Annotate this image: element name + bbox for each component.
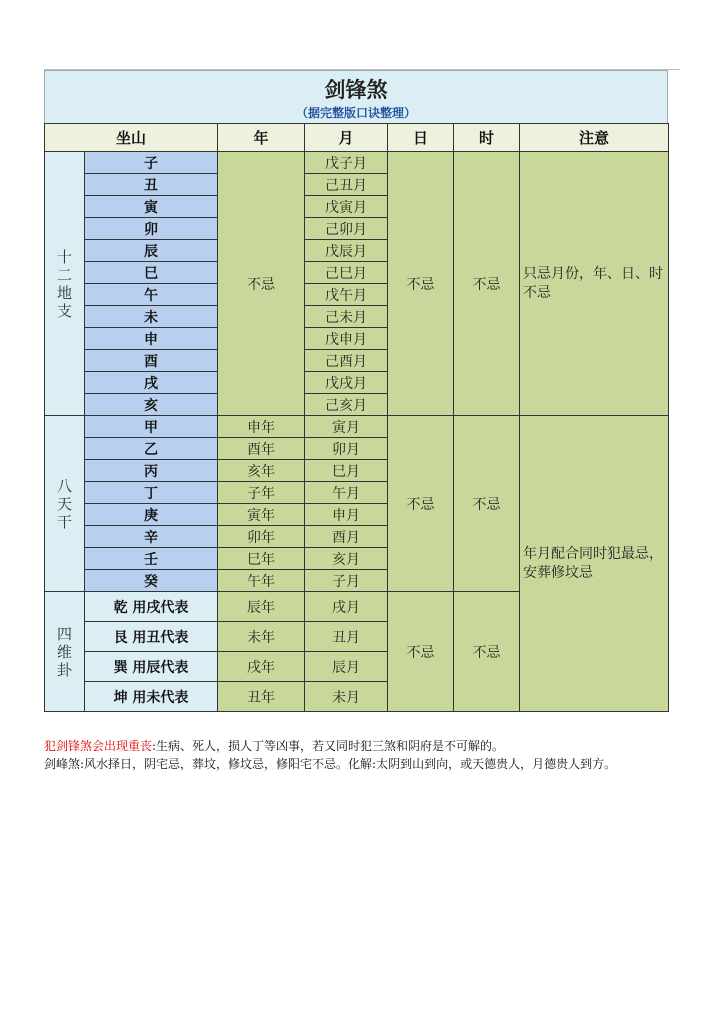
year-cell: 丑年 — [218, 682, 305, 712]
month-cell: 戊午月 — [305, 284, 388, 306]
year-cell: 卯年 — [218, 526, 305, 548]
year-cell: 戌年 — [218, 652, 305, 682]
mountain-cell: 亥 — [85, 394, 218, 416]
header-mountain: 坐山 — [45, 124, 218, 152]
group-label-tiangan — [45, 416, 85, 592]
mountain-cell: 丑 — [85, 174, 218, 196]
month-cell: 午月 — [305, 482, 388, 504]
header-day: 日 — [388, 124, 454, 152]
dizhi-note-cell: 只忌月份，年、日、时不忌 — [520, 152, 669, 416]
mountain-cell: 子 — [85, 152, 218, 174]
header-year: 年 — [218, 124, 305, 152]
year-cell: 寅年 — [218, 504, 305, 526]
year-cell: 辰年 — [218, 592, 305, 622]
mountain-cell: 巽 用辰代表 — [85, 652, 218, 682]
table-row — [45, 152, 669, 174]
mountain-cell: 艮 用丑代表 — [85, 622, 218, 652]
month-cell: 己巳月 — [305, 262, 388, 284]
tiangan-day-cell: 不忌 — [388, 416, 454, 592]
group-label-text: 四 维 卦 — [56, 624, 72, 679]
month-cell: 寅月 — [305, 416, 388, 438]
mountain-cell: 甲 — [85, 416, 218, 438]
header-note: 注意 — [520, 124, 669, 152]
mountain-cell: 寅 — [85, 196, 218, 218]
combined-note-cell: 年月配合同时犯最忌，安葬修坟忌 — [520, 416, 669, 712]
siwei-hour-cell: 不忌 — [454, 592, 520, 712]
year-cell: 申年 — [218, 416, 305, 438]
month-cell: 己亥月 — [305, 394, 388, 416]
month-cell: 酉月 — [305, 526, 388, 548]
group-label-text: 八 天 干 — [56, 476, 72, 531]
year-cell: 子年 — [218, 482, 305, 504]
month-cell: 亥月 — [305, 548, 388, 570]
mountain-cell: 丙 — [85, 460, 218, 482]
mountain-cell: 未 — [85, 306, 218, 328]
year-cell: 午年 — [218, 570, 305, 592]
mountain-cell: 酉 — [85, 350, 218, 372]
mountain-cell: 坤 用未代表 — [85, 682, 218, 712]
mountain-cell: 癸 — [85, 570, 218, 592]
dizhi-year-cell: 不忌 — [218, 152, 305, 416]
sha-table — [44, 123, 669, 712]
month-cell: 戌月 — [305, 592, 388, 622]
tiangan-hour-cell: 不忌 — [454, 416, 520, 592]
dizhi-hour-cell: 不忌 — [454, 152, 520, 416]
mountain-cell: 卯 — [85, 218, 218, 240]
month-cell: 己卯月 — [305, 218, 388, 240]
month-cell: 己丑月 — [305, 174, 388, 196]
month-cell: 己未月 — [305, 306, 388, 328]
month-cell: 己酉月 — [305, 350, 388, 372]
title-banner — [44, 70, 668, 123]
month-cell: 戊戌月 — [305, 372, 388, 394]
month-cell: 卯月 — [305, 438, 388, 460]
group-label-dizhi — [45, 152, 85, 416]
month-cell: 戊申月 — [305, 328, 388, 350]
page-subtitle: （据完整版口诀整理） — [295, 106, 416, 120]
month-cell: 未月 — [305, 682, 388, 712]
page-title: 剑锋煞 — [324, 78, 388, 102]
mountain-cell: 午 — [85, 284, 218, 306]
month-cell: 戊寅月 — [305, 196, 388, 218]
month-cell: 辰月 — [305, 652, 388, 682]
mountain-cell: 戌 — [85, 372, 218, 394]
dizhi-day-cell: 不忌 — [388, 152, 454, 416]
footer-notes — [44, 737, 684, 773]
footer-line-2: 剑峰煞:风水择日，阴宅忌，葬坟，修坟忌，修阳宅不忌。化解:太阴到山到向，或天德贵人，月德贵人到方。 — [44, 757, 617, 771]
mountain-cell: 乾 用戌代表 — [85, 592, 218, 622]
mountain-cell: 乙 — [85, 438, 218, 460]
header-hour: 时 — [454, 124, 520, 152]
mountain-cell: 壬 — [85, 548, 218, 570]
month-cell: 子月 — [305, 570, 388, 592]
month-cell: 申月 — [305, 504, 388, 526]
mountain-cell: 庚 — [85, 504, 218, 526]
month-cell: 戊辰月 — [305, 240, 388, 262]
footer-warning-detail: :生病、死人，损人丁等凶事，若又同时犯三煞和阴府是不可解的。 — [152, 739, 505, 753]
year-cell: 未年 — [218, 622, 305, 652]
mountain-cell: 丁 — [85, 482, 218, 504]
footer-warning: 犯剑锋煞会出现重丧 — [44, 739, 153, 753]
group-label-text: 十 二 地 支 — [56, 247, 72, 320]
footer-line-1 — [44, 737, 684, 755]
header-month: 月 — [305, 124, 388, 152]
mountain-cell: 申 — [85, 328, 218, 350]
group-label-siwei — [45, 592, 85, 712]
month-cell: 巳月 — [305, 460, 388, 482]
month-cell: 丑月 — [305, 622, 388, 652]
mountain-cell: 巳 — [85, 262, 218, 284]
year-cell: 巳年 — [218, 548, 305, 570]
header-row — [45, 124, 669, 152]
month-cell: 戊子月 — [305, 152, 388, 174]
mountain-cell: 辰 — [85, 240, 218, 262]
table-row — [45, 416, 669, 438]
year-cell: 酉年 — [218, 438, 305, 460]
mountain-cell: 辛 — [85, 526, 218, 548]
siwei-day-cell: 不忌 — [388, 592, 454, 712]
year-cell: 亥年 — [218, 460, 305, 482]
jianfeng-sha-sheet — [44, 70, 668, 712]
